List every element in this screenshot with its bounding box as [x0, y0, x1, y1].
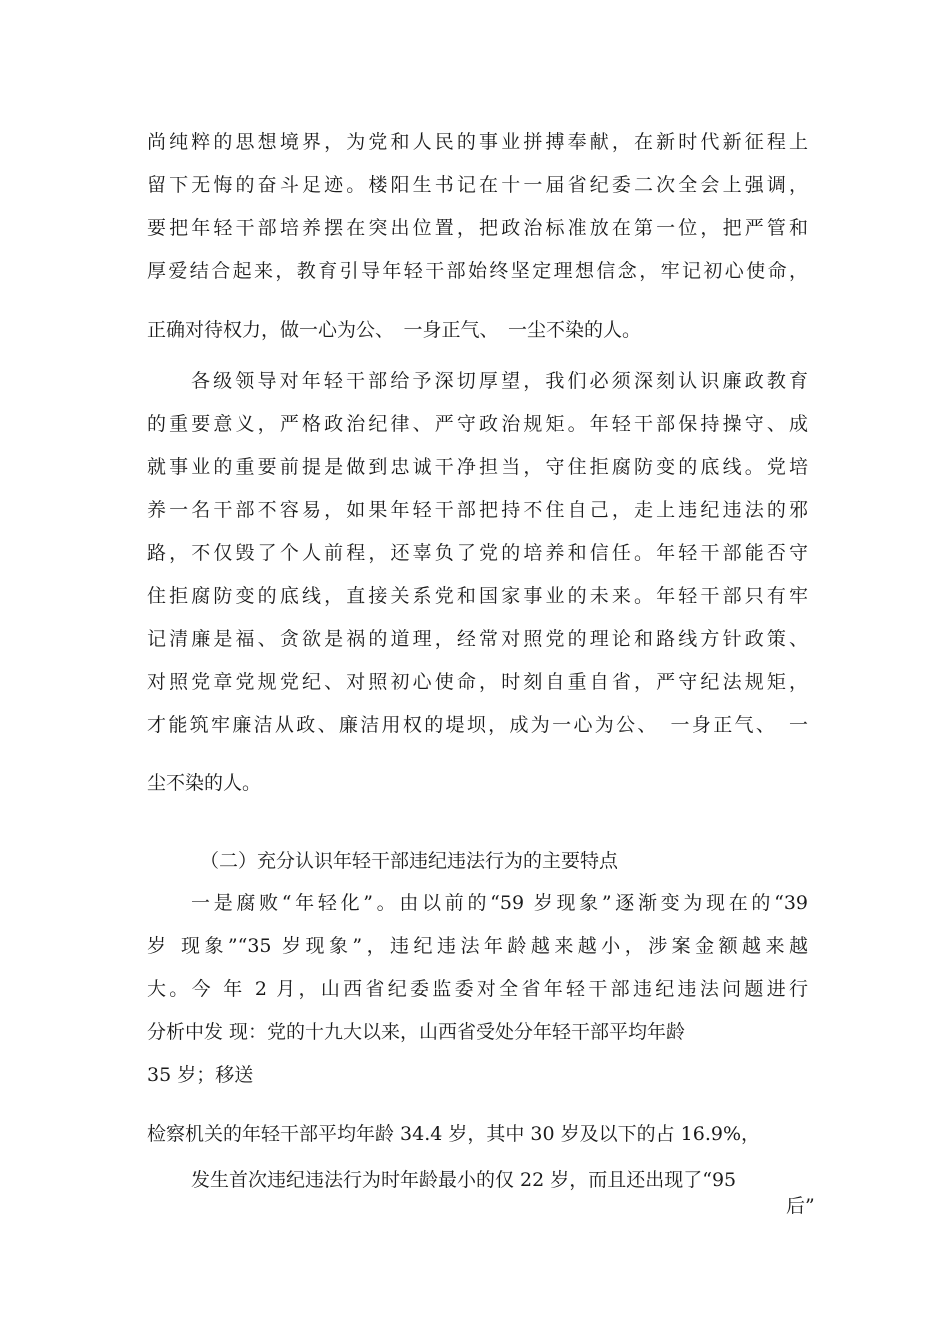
text-line: 对照党章党规党纪、对照初心使命，时刻自重自省，严守纪法规矩，	[147, 671, 808, 693]
text-line: 尘不染的人。	[147, 772, 262, 794]
text-line: 分析中发 现：党的十九大以来，山西省受处分年轻干部平均年龄	[147, 1021, 686, 1043]
text-line: 才能筑牢廉洁从政、廉洁用权的堤坝，成为一心为公、 一身正气、 一	[147, 714, 808, 736]
text-line: 后”	[786, 1195, 815, 1217]
section-heading: （二）充分认识年轻干部违纪违法行为的主要特点	[200, 850, 619, 872]
text-line: 记清廉是福、贪欲是祸的道理，经常对照党的理论和路线方针政策、	[147, 628, 808, 650]
text-line: 养一名干部不容易，如果年轻干部把持不住自己，走上违纪违法的邪	[147, 499, 808, 521]
text-line: 各级领导对年轻干部给予深切厚望，我们必须深刻认识廉政教育	[191, 370, 808, 392]
text-line: 就事业的重要前提是做到忠诚干净担当，守住拒腐防变的底线。党培	[147, 456, 808, 478]
text-line: 厚爱结合起来，教育引导年轻干部始终坚定理想信念，牢记初心使命，	[147, 260, 808, 282]
text-line: 发生首次违纪违法行为时年龄最小的仅 22 岁，而且还出现了“95	[191, 1169, 737, 1191]
text-line: 35 岁；移送	[147, 1064, 254, 1086]
text-line: 检察机关的年轻干部平均年龄 34.4 岁，其中 30 岁及以下的占 16.9%，	[147, 1123, 761, 1145]
text-line: 留下无悔的奋斗足迹。楼阳生书记在十一届省纪委二次全会上强调，	[147, 174, 808, 196]
text-line: 路，不仅毁了个人前程，还辜负了党的培养和信任。年轻干部能否守	[147, 542, 808, 564]
text-line: 大。今 年 2 月，山西省纪委监委对全省年轻干部违纪违法问题进行	[147, 978, 808, 1000]
text-line: 岁 现象”“35 岁现象”，违纪违法年龄越来越小，涉案金额越来越	[147, 935, 808, 957]
text-line: 尚纯粹的思想境界，为党和人民的事业拼搏奉献，在新时代新征程上	[147, 131, 808, 153]
text-line: 正确对待权力，做一心为公、 一身正气、 一尘不染的人。	[147, 319, 642, 341]
text-line: 的重要意义，严格政治纪律、严守政治规矩。年轻干部保持操守、成	[147, 413, 808, 435]
text-line: 一是腐败“年轻化”。由以前的“59 岁现象”逐渐变为现在的“39	[191, 892, 808, 914]
text-line: 要把年轻干部培养摆在突出位置，把政治标准放在第一位，把严管和	[147, 217, 808, 239]
text-line: 住拒腐防变的底线，直接关系党和国家事业的未来。年轻干部只有牢	[147, 585, 808, 607]
